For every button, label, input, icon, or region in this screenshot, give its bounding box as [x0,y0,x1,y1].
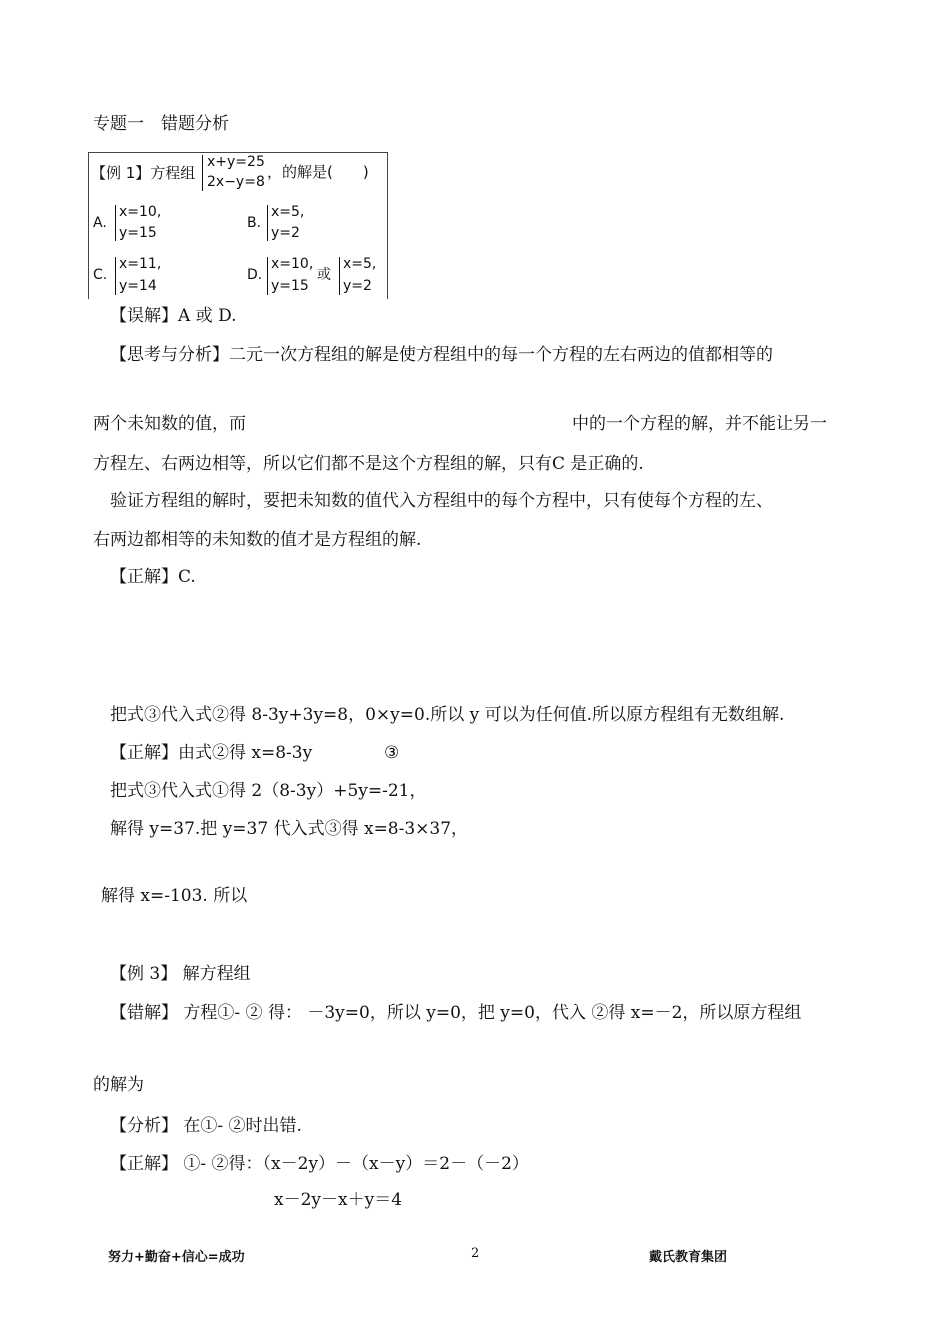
verify-line-2: 右两边都相等的未知数的值才是方程组的解. [93,530,422,550]
option-a-brace [115,205,116,241]
solve-line-2: 解得 x=-103. 所以 [101,886,248,906]
option-b-eq1: x=5, [271,204,305,220]
option-d-eq2: y=15 [271,278,309,294]
option-c-eq2: y=14 [119,278,157,294]
section-title: 专题一 错题分析 [93,114,229,134]
correct-answer-1: 【正解】C. [110,567,196,587]
option-c-eq1: x=11, [119,256,162,272]
system-eq2: 2x−y=8 [207,174,265,190]
option-b-eq2: y=2 [271,225,300,241]
example1-question-label: 【例 1】方程组 [91,164,196,182]
option-d-brace [267,257,268,295]
system-eq1: x+y=25 [207,154,265,170]
wrong-answer: 【误解】A 或 D. [110,306,237,326]
equation-mark-3: ③ [384,743,400,763]
verify-line-1: 验证方程组的解时，要把未知数的值代入方程组中的每个方程中，只有使每个方程的左、 [110,491,773,511]
substitution-line-1: 把式③代入式②得 8-3y+3y=8，0×y=0.所以 y 可以为任何值.所以原方程组有无数组解. [110,705,785,725]
correct-answer-2: 【正解】由式②得 x=8-3y [110,743,313,763]
example3-title: 【例 3】 解方程组 [110,964,251,984]
solve-line-1: 解得 y=37.把 y=37 代入式③得 x=8-3×37， [110,819,469,839]
option-d-eq1: x=10, [271,256,314,272]
option-d-eq4: y=2 [343,278,372,294]
option-c-brace [115,257,116,295]
option-b-brace [267,205,268,241]
page-number: 2 [471,1246,480,1261]
option-b-letter: B. [247,215,262,231]
option-d-brace2 [339,257,340,295]
example3-step: x－2y－x＋y＝4 [274,1190,403,1210]
example3-wrong-cont: 的解为 [93,1075,144,1095]
analysis-line-3: 方程左、右两边相等，所以它们都不是这个方程组的解，只有C 是正确的. [93,454,644,474]
footer-right: 戴氏教育集团 [649,1250,728,1265]
option-d-or: 或 [317,267,331,283]
option-d-eq3: x=5, [343,256,377,272]
option-a-eq1: x=10, [119,204,162,220]
option-d-letter: D. [247,267,263,283]
system-brace [202,155,203,191]
option-a-letter: A. [93,215,107,231]
option-c-letter: C. [93,267,108,283]
analysis-line-2a: 两个未知数的值，而 [93,414,246,434]
substitution-line-2: 把式③代入式①得 2（8-3y）+5y=-21， [110,781,427,801]
footer-left: 努力+勤奋+信心=成功 [108,1250,245,1265]
analysis-line-1: 【思考与分析】二元一次方程组的解是使方程组中的每一个方程的左右两边的值都相等的 [110,345,773,365]
analysis-line-2b: 中的一个方程的解，并不能让另一 [572,414,827,434]
option-a-eq2: y=15 [119,225,157,241]
example3-analysis: 【分析】 在①- ②时出错. [110,1116,302,1136]
example1-question-suffix: ，的解是( ) [267,163,369,181]
example1-image [88,152,388,299]
example3-correct: 【正解】 ①- ②得：（x－2y）－（x－y）＝2－（－2） [110,1154,529,1174]
example3-wrong: 【错解】 方程①- ② 得： －3y=0，所以 y=0，把 y=0，代入 ②得 x=－2，所以原方程组 [110,1003,802,1023]
